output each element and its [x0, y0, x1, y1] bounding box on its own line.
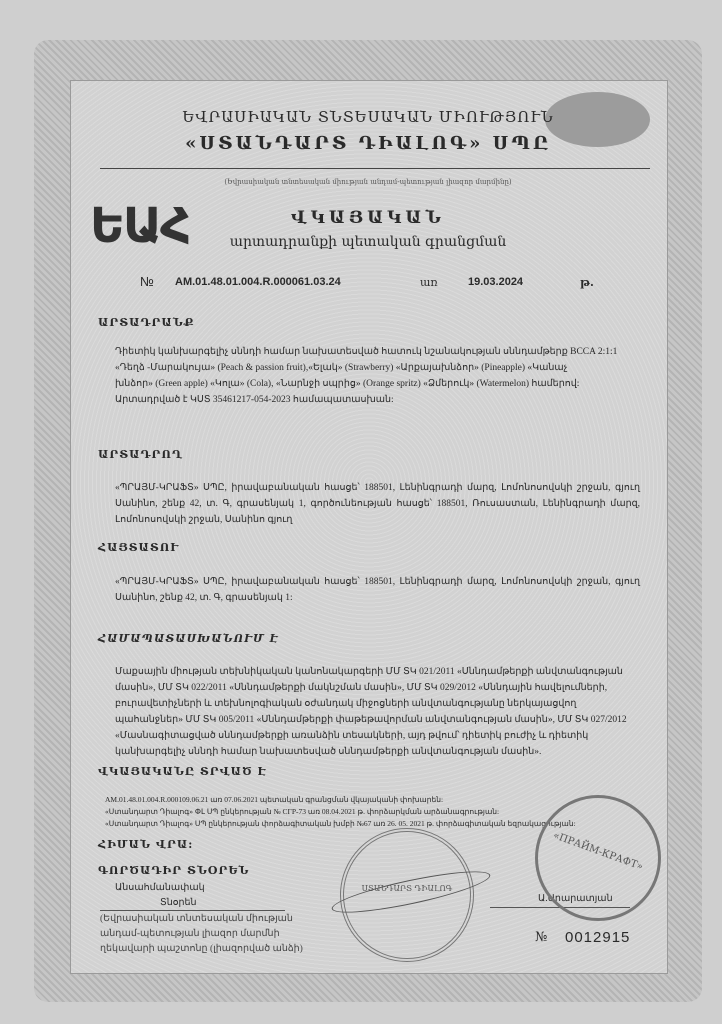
product-line: Դիետիկ կանխարգելիչ սննդի համար նախատեսված հատուկ նշանակության սննդամթերք BCCA 2:1:1: [115, 347, 618, 357]
serial-label: №: [535, 930, 548, 945]
number-label: №: [140, 274, 154, 289]
note-line: ղեկավարի պաշտոնը (լիազորված անձի): [100, 944, 303, 954]
product-line: խնձոր» (Green apple) «Կոլա» (Cola), «Նարնջի սպրից» (Orange spritz) «Ձմերուկ» (Watermelon) համերով:: [115, 379, 580, 389]
director-heading: ԳՈՐԾԱԴԻՐ ՏՆՕՐԵՆ: [98, 864, 250, 877]
signatory-name: Ա.Արարատյան: [538, 894, 613, 904]
conformity-heading: ՀԱՄԱՊԱՏԱՍԽԱՆՈՒՄ Է: [98, 632, 279, 645]
serial-number: 0012915: [565, 929, 631, 946]
certificate-subtitle: արտադրանքի պետական գրանցման: [229, 234, 507, 250]
product-line: Արտադրված է ԿՍՏ 35461217-054-2023 համապատասխան:: [115, 395, 394, 405]
applicant-text: «ՊՐԱՅՄ-ԿՐԱՖՏ» ՍՊԸ, իրավաբանական հասցե՝ 188501, Լենինգրադի մարզ, Լոմոնոսովսկի շրջան, գյուղ Սանինո, շենք 42, տ. Գ, գրասենյակ 1:: [115, 577, 640, 603]
certificate-date: 19.03.2024: [468, 276, 524, 288]
product-text: [115, 344, 640, 408]
seal-text: «ПРАЙМ-КРАФТ»: [551, 830, 645, 873]
seal-right: [535, 795, 661, 921]
director-title-2: Տնօրեն: [160, 898, 197, 908]
basis-heading: ՀԻՄԱՆ ՎՐԱ:: [98, 838, 194, 851]
director-title-1: Անսահմանափակ: [115, 883, 205, 893]
header-union: ԵՎՐԱՍԻԱԿԱՆ ՏՆՏԵՍԱԿԱՆ ՄԻՈՒԹՅՈՒՆ: [182, 108, 554, 126]
certificate-number: AM.01.48.01.004.R.000061.03.24: [175, 276, 341, 288]
signature-line-left: [100, 910, 285, 911]
director-note: [100, 912, 303, 957]
note-line: (Եվրասիական տնտեսական միության: [100, 914, 293, 924]
issued-line: AM.01.48.01.004.R.000109.06.21 առ 07.06.2021 պետական գրանցման վկայականի փոխարեն:: [105, 795, 444, 804]
product-heading: ԱՐՏԱԴՐԱՆՔ: [98, 316, 195, 329]
year-suffix: թ.: [580, 276, 594, 289]
product-line: «Դեղձ -Մարակույա» (Peach & passion fruit),«Ելակ» (Strawberry) «Արքայախնձոր» (Pineapple) «Կանաչ: [115, 363, 568, 373]
from-label: առ: [420, 276, 438, 289]
applicant-heading: ՀԱՅՏԱՏՈՒ: [98, 541, 180, 554]
issued-heading: ՎԿԱՅԱԿԱՆԸ ՏՐՎԱԾ Է: [98, 765, 267, 778]
seal-text: ՍՏԱՆԴԱՐՏ ԴԻԱԼՈԳ: [361, 884, 453, 893]
certificate-title: ՎԿԱՅԱԿԱՆ: [291, 208, 445, 228]
header-subtitle: (Եվրասիական տնտեսական միության անդամ-պետության լիազոր մարմինը): [224, 178, 512, 186]
header-divider: [100, 168, 650, 169]
header-org: «ՍՏԱՆԴԱՐՏ ԴԻԱԼՈԳ» ՍՊԸ: [185, 133, 551, 154]
manufacturer-text: «ՊՐԱՅՄ-ԿՐԱՖՏ» ՍՊԸ, իրավաբանական հասցե՝ 188501, Լենինգրադի մարզ, Լոմոնոսովսկի շրջան, գյուղ Սանինո, շենք 42, տ. Գ, գրասենյակ 1, գործունեության հասցե՝ 188501, Ռուսաստան, Լենինգրադի մարզ, Լոմոնոսովսկի շրջան, Սանինո գյուղ: [115, 483, 640, 525]
note-line: անդամ-պետության լիազոր մարմնի: [100, 929, 280, 939]
issued-line: «Ստանդարտ Դիալոգ» ՍՊ ընկերության փորձագիտական խմբի №67 առ 26. 05. 2021 թ. փորձագիտական եզրակացության:: [105, 819, 576, 828]
conformity-text: Մաքսային միության տեխնիկական կանոնակարգերի ՄՄ ՏԿ 021/2011 «Սննդամթերքի անվտանգության մասին», ՄՄ ՏԿ 022/2011 «Սննդամթերքի մակնշման մասին», ՄՄ ՏԿ 029/2012 «Սննդային հավելումների, բուրավետիչների և տեխնոլոգիական օժանդակ միջոցների անվտանգությանը ներկայացվող պահանջներ» ՄՄ ՏԿ 005/2011 «Սննդամթերքի փաթեթավորման անվտանգության մասին», ՄՄ ՏԿ 027/2012 «Մասնագիտացված սննդամթերքի առանձին տեսակների, այդ թվում՝ դիետիկ բուժիչ և դիետիկ կանխարգելիչ սննդի համար նախատեսված սննդամթերքի անվտանգության մասին».: [115, 667, 627, 757]
eac-logo: ԵԱՀ: [90, 198, 190, 254]
manufacturer-heading: ԱՐՏԱԴՐՈՂ: [98, 448, 184, 461]
issued-line: «Ստանդարտ Դիալոգ» ՓԼ ՍՊ ընկերության № СГР-73 առ 08.04.2021 թ. փորձարկման արձանագրության:: [105, 807, 500, 816]
